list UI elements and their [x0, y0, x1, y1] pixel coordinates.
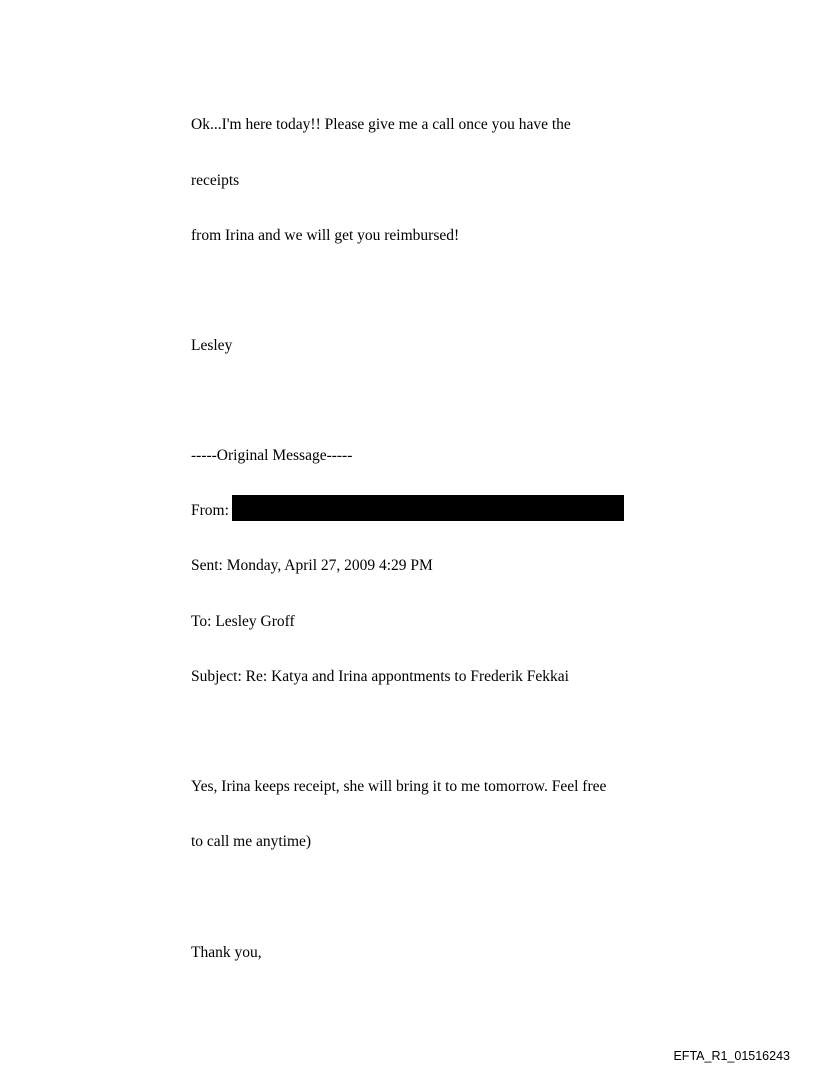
redaction-block	[232, 495, 624, 521]
quoted-line-2: to call me anytime)	[191, 833, 312, 850]
document-id: EFTA_R1_01516243	[673, 1049, 790, 1063]
original-message-divider: -----Original Message-----	[191, 447, 353, 464]
signature: Lesley	[191, 337, 233, 354]
closing-line: Thank you,	[191, 944, 262, 961]
to-line: To: Lesley Groff	[191, 613, 295, 630]
from-label: From:	[191, 502, 229, 519]
subject-line: Subject: Re: Katya and Irina appontments to Frederik Fekkai	[191, 668, 569, 685]
sent-line: Sent: Monday, April 27, 2009 4:29 PM	[191, 557, 433, 574]
quoted-line-1: Yes, Irina keeps receipt, she will bring it to me tomorrow. Feel free	[191, 778, 607, 795]
reply-line-3: from Irina and we will get you reimbursed!	[191, 227, 460, 244]
reply-line-2: receipts	[191, 172, 240, 189]
reply-line-1: Ok...I'm here today!! Please give me a call once you have the	[191, 116, 571, 133]
